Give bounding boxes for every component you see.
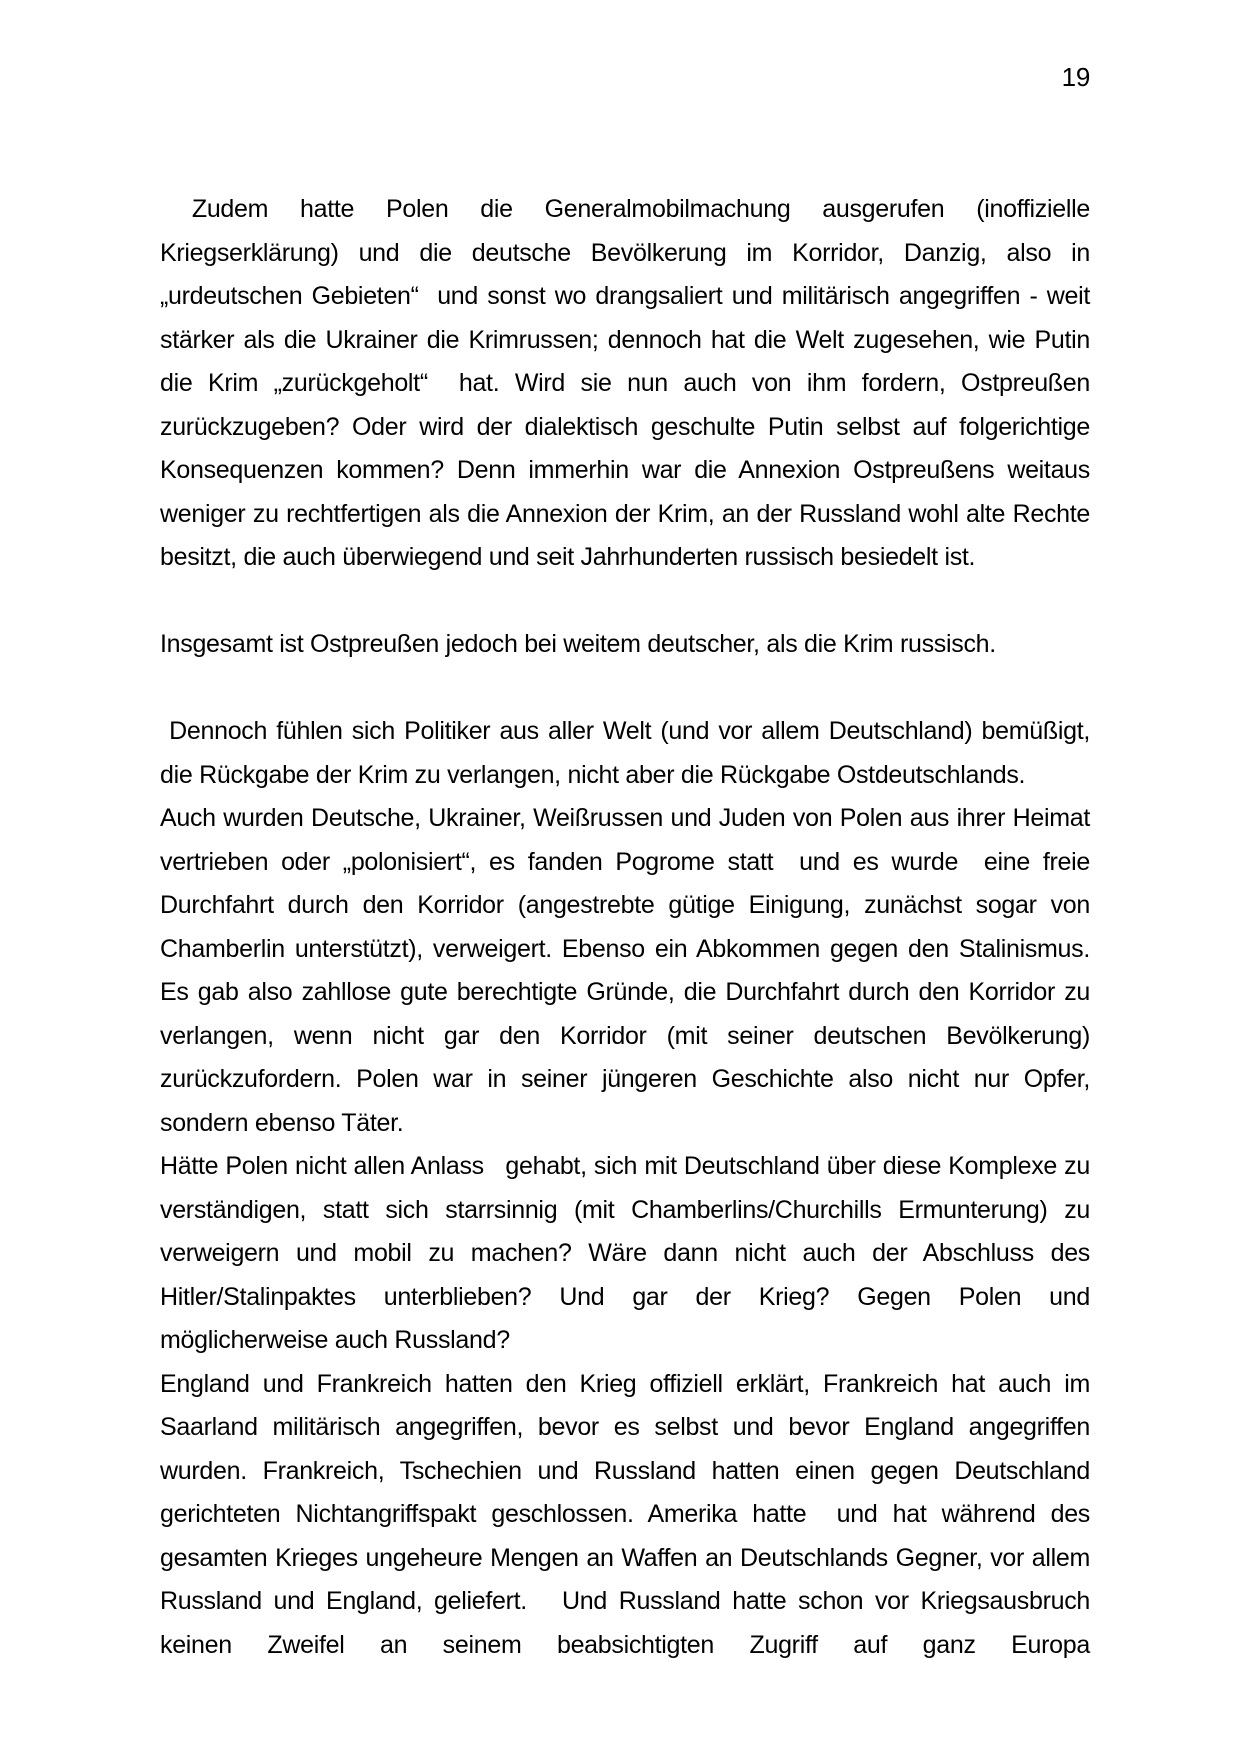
paragraph-dennoch-politiker: Dennoch fühlen sich Politiker aus aller Welt (und vor allem Deutschland) bemüßigt, die Rückgabe der Krim zu verlangen, nicht aber die Rückgabe Ostdeutschlands.: [160, 717, 1097, 789]
paragraph-auch-wurden-deutsche: Auch wurden Deutsche, Ukrainer, Weißrussen und Juden von Polen aus ihrer Heimat vertrieben oder „polonisiert“, es fanden Pogrome statt und es wurde eine freie Durchfahrt durch den Korridor (angestrebte gütige Einigung, zunächst sogar von Chamberlin unterstützt), verweigert. Ebenso ein Abkommen gegen den Stalinismus. Es gab also zahllose gute berechtigte Gründe, die Durchfahrt durch den Korridor zu verlangen, wenn nicht gar den Korridor (mit seiner deutschen Bevölkerung) zurückzufordern. Polen war in seiner jüngeren Geschichte also nicht nur Opfer, sondern ebenso Täter.: [160, 804, 1097, 1137]
document-body: [160, 188, 1104, 1667]
paragraph-zudem-hatte-polen: Zudem hatte Polen die Generalmobilmachung ausgerufen (inoffizielle Kriegserklärung) und die deutsche Bevölkerung im Korridor, Danzig, also in „urdeutschen Gebieten“ und sonst wo drangsaliert und militärisch angegriffen - weit stärker als die Ukrainer die Krimrussen; dennoch hat die Welt zugesehen, wie Putin die Krim „zurückgeholt“ hat. Wird sie nun auch von ihm fordern, Ostpreußen zurückzugeben? Oder wird der dialektisch geschulte Putin selbst auf folgerichtige Konsequenzen kommen? Denn immerhin war die Annexion Ostpreußens weitaus weniger zu rechtfertigen als die Annexion der Krim, an der Russland wohl alte Rechte besitzt, die auch überwiegend und seit Jahrhunderten russisch besiedelt ist.: [160, 195, 1097, 571]
page-number: 19: [1061, 62, 1090, 92]
paragraph-england-und-frankreich: England und Frankreich hatten den Krieg offiziell erklärt, Frankreich hat auch im Saarland militärisch angegriffen, bevor es selbst und bevor England angegriffen wurden. Frankreich, Tschechien und Russland hatten einen gegen Deutschland gerichteten Nichtangriffspakt geschlossen. Amerika hatte und hat während des gesamten Krieges ungeheure Mengen an Waffen an Deutschlands Gegner, vor allem Russland und England, geliefert. Und Russland hatte schon vor Kriegsausbruch keinen Zweifel an seinem beabsichtigten Zugriff auf ganz Europa: [160, 1369, 1104, 1659]
paragraph-haette-polen: Hätte Polen nicht allen Anlass gehabt, sich mit Deutschland über diese Komplexe zu verständigen, statt sich starrsinnig (mit Chamberlins/Churchills Ermunterung) zu verweigern und mobil zu machen? Wäre dann nicht auch der Abschluss des Hitler/Stalinpaktes unterblieben? Und gar der Krieg? Gegen Polen und möglicherweise auch Russland?: [160, 1152, 1097, 1354]
paragraph-insgesamt: Insgesamt ist Ostpreußen jedoch bei weitem deutscher, als die Krim russisch.: [160, 630, 996, 658]
